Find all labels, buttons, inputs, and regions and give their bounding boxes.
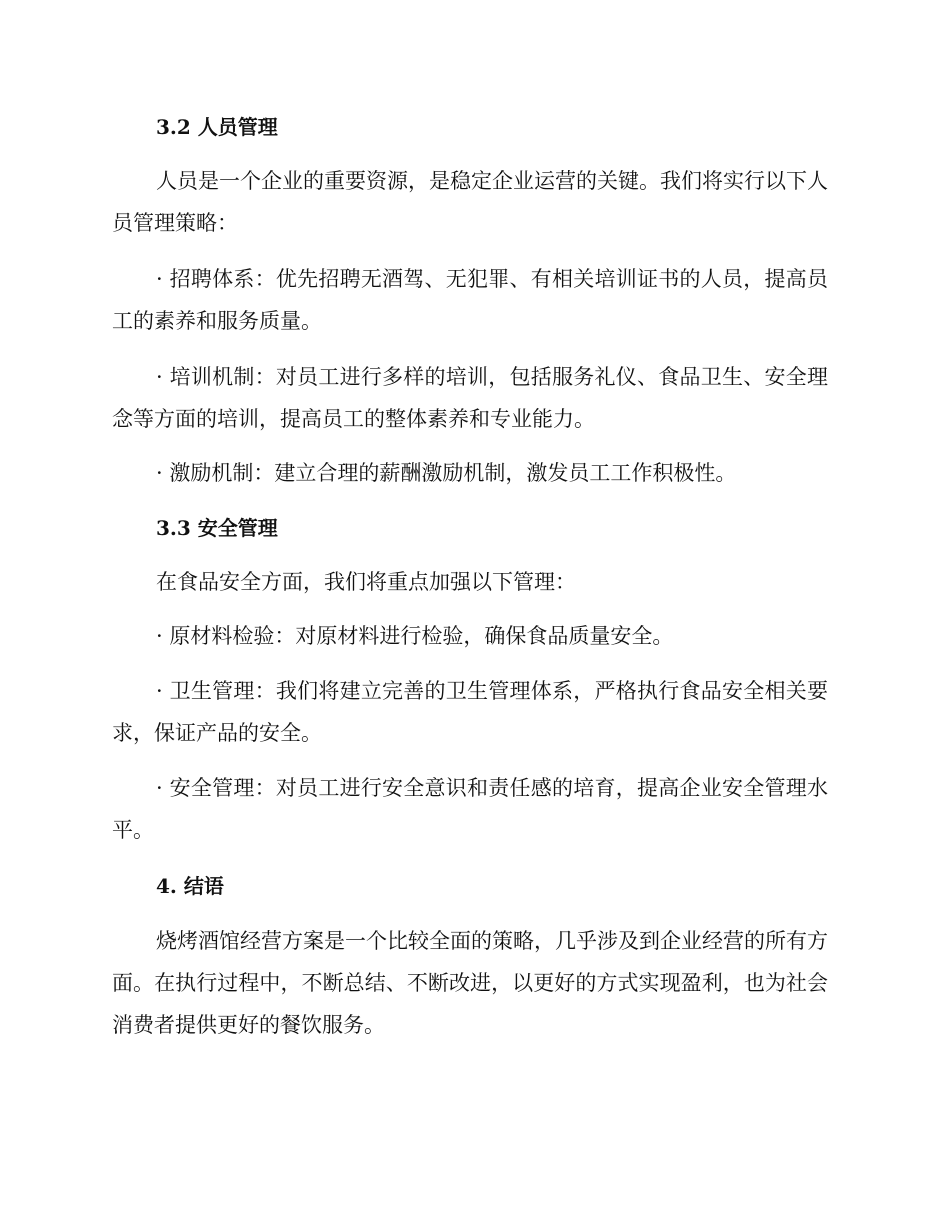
list-item-training-mechanism: · 培训机制：对员工进行多样的培训，包括服务礼仪、食品卫生、安全理念等方面的培训，提高员工的整体素养和专业能力。 xyxy=(112,365,828,431)
list-item-safety-management: · 安全管理：对员工进行安全意识和责任感的培育，提高企业安全管理水平。 xyxy=(112,776,828,842)
list-item-raw-material-inspection: · 原材料检验：对原材料进行检验，确保食品质量安全。 xyxy=(156,624,674,648)
list-item-incentive-mechanism: · 激励机制：建立合理的薪酬激励机制，激发员工工作积极性。 xyxy=(156,461,737,485)
paragraph-safety-intro: 在食品安全方面，我们将重点加强以下管理： xyxy=(156,570,576,594)
section-heading-personnel-management: 3.2 人员管理 xyxy=(156,115,278,139)
paragraph-personnel-intro: 人员是一个企业的重要资源，是稳定企业运营的关键。我们将实行以下人员管理策略： xyxy=(112,169,828,235)
paragraph-conclusion: 烧烤酒馆经营方案是一个比较全面的策略，几乎涉及到企业经营的所有方面。在执行过程中，不断总结、不断改进，以更好的方式实现盈利，也为社会消费者提供更好的餐饮服务。 xyxy=(112,929,828,1037)
section-heading-safety-management: 3.3 安全管理 xyxy=(156,516,278,540)
section-heading-conclusion: 4. 结语 xyxy=(156,874,224,898)
list-item-hygiene-management: · 卫生管理：我们将建立完善的卫生管理体系，严格执行食品安全相关要求，保证产品的安全。 xyxy=(112,679,828,745)
list-item-recruitment-system: · 招聘体系：优先招聘无酒驾、无犯罪、有相关培训证书的人员，提高员工的素养和服务质量。 xyxy=(112,267,828,333)
